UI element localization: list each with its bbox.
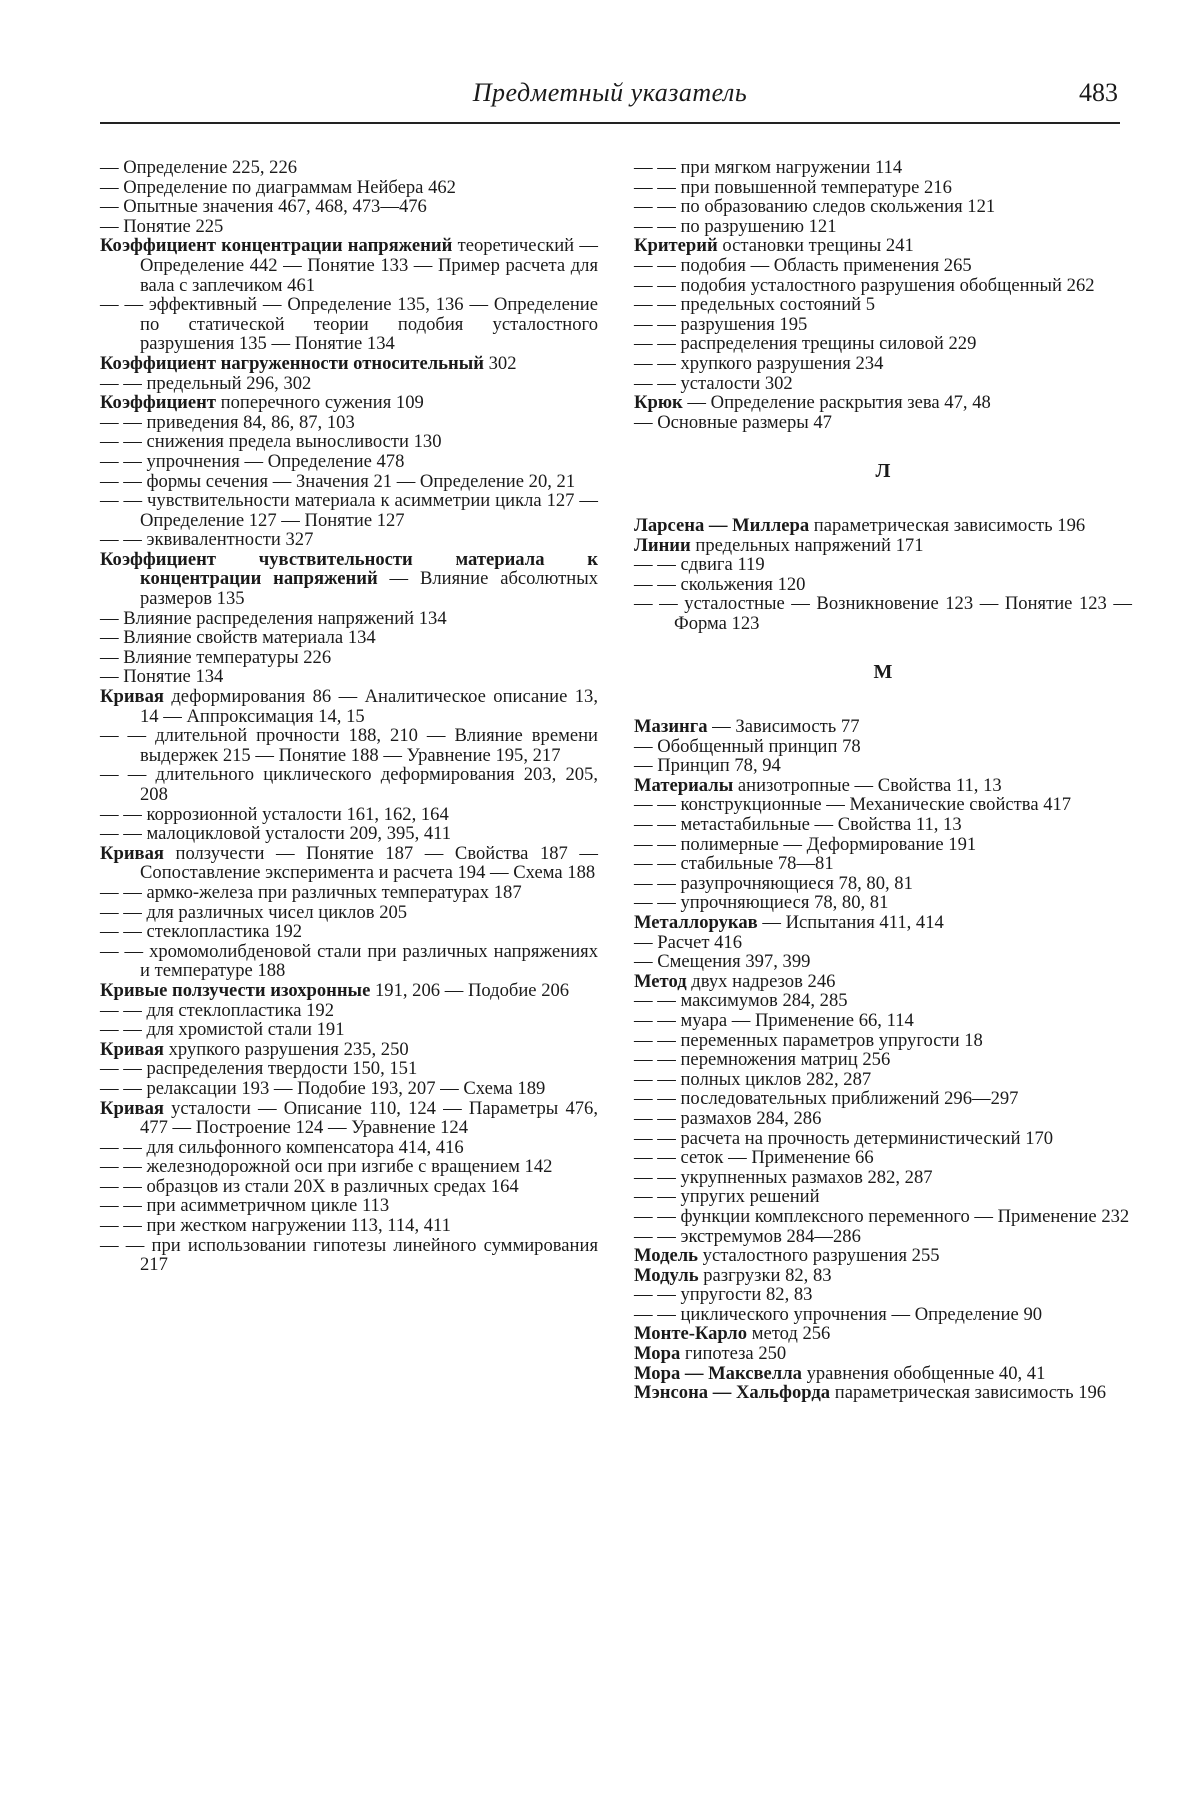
index-entry-text: — — скольжения 120: [634, 573, 806, 595]
index-entry-text: — Определение по диаграммам Нейбера 462: [100, 176, 456, 198]
index-entry-text: — — перемножения матриц 256: [634, 1049, 891, 1071]
index-entry-text: — — при повышенной температуре 216: [634, 176, 952, 198]
index-entry-term: Модель: [634, 1245, 698, 1267]
index-entry: [100, 942, 598, 981]
index-entry-text: — — разупрочняющиеся 78, 80, 81: [634, 872, 913, 894]
index-entry: [100, 667, 598, 687]
index-entry-term: Крюк: [634, 392, 683, 414]
index-entry: [100, 158, 598, 178]
index-entry-term: Мора — Максвелла: [634, 1362, 802, 1384]
index-entry-text: параметрическая зависимость 196: [830, 1382, 1107, 1404]
index-entry: [634, 776, 1132, 796]
index-entry-text: — Опытные значения 467, 468, 473—476: [100, 196, 427, 218]
index-entry-text: — — полных циклов 282, 287: [634, 1068, 872, 1090]
index-entry: [634, 1383, 1132, 1403]
index-entry: [634, 374, 1132, 394]
index-entry-term: Кривая: [100, 686, 164, 708]
index-entry-term: Критерий: [634, 235, 718, 257]
index-entry-text: — — предельных состояний 5: [634, 294, 876, 316]
index-entry: [634, 334, 1132, 354]
index-entry-text: — — расчета на прочность детерминистический 170: [634, 1127, 1054, 1149]
index-entry-text: — — для стеклопластика 192: [100, 999, 335, 1021]
index-entry-text: поперечного сужения 109: [215, 392, 424, 414]
index-entry-text: — — по образованию следов скольжения 121: [634, 196, 996, 218]
index-entry-text: — — переменных параметров упругости 18: [634, 1029, 983, 1051]
index-entry: [100, 1157, 598, 1177]
index-entry: [100, 393, 598, 413]
index-entry-term: Мэнсона — Хальфорда: [634, 1382, 831, 1404]
index-entry: [634, 1246, 1132, 1266]
index-entry: [100, 628, 598, 648]
index-entry-text: — — длительной прочности 188, 210 — Влияние времени выдержек 215 — Понятие 188 — Уравнение 195, 217: [100, 725, 598, 766]
index-entry-text: — Понятие 225: [100, 215, 224, 237]
index-entry-text: — — укрупненных размахов 282, 287: [634, 1166, 933, 1188]
index-entry-text: — Влияние температуры 226: [100, 646, 332, 668]
index-entry: [100, 374, 598, 394]
index-entry-text: деформирования 86 — Аналитическое описание 13, 14 — Аппроксимация 14, 15: [140, 686, 598, 727]
index-entry-text: — Расчет 416: [634, 931, 742, 953]
index-entry-text: — — снижения предела выносливости 130: [100, 431, 442, 453]
index-entry: [634, 1011, 1132, 1031]
index-entry: [634, 854, 1132, 874]
index-entry: [100, 236, 598, 295]
index-entry: [100, 197, 598, 217]
index-entry-term: Мазинга: [634, 716, 708, 738]
index-entry: [634, 315, 1132, 335]
index-entry-text: — — разрушения 195: [634, 313, 808, 335]
index-entry-text: — — железнодорожной оси при изгибе с вращением 142: [100, 1156, 553, 1178]
index-entry: [100, 1216, 598, 1236]
index-entry-text: — — релаксации 193 — Подобие 193, 207 — Схема 189: [100, 1077, 546, 1099]
index-entry: [634, 1129, 1132, 1149]
index-entry: [100, 1059, 598, 1079]
index-entry-term: Кривая: [100, 1097, 164, 1119]
index-entry-text: — — конструкционные — Механические свойства 417: [634, 794, 1072, 816]
index-entry: [634, 555, 1132, 575]
index-entry-text: — Зависимость 77: [707, 716, 860, 738]
index-entry: [100, 413, 598, 433]
index-entry-text: двух надрезов 246: [686, 970, 836, 992]
index-entry: [634, 815, 1132, 835]
index-entry: [100, 765, 598, 804]
index-entry-term: Мора: [634, 1343, 681, 1365]
index-entry-text: — — функции комплексного переменного — Применение 232: [634, 1205, 1130, 1227]
index-entry-text: — — стеклопластика 192: [100, 921, 303, 943]
running-title: Предметный указатель: [472, 78, 748, 107]
index-entry-text: — — образцов из стали 20Х в различных средах 164: [100, 1175, 519, 1197]
index-entry-text: — — упрочняющиеся 78, 80, 81: [634, 892, 889, 914]
index-entry: [100, 726, 598, 765]
index-entry-text: — — хрупкого разрушения 234: [634, 352, 884, 374]
index-entry-text: — — полимерные — Деформирование 191: [634, 833, 977, 855]
letter-heading-l: Л: [875, 460, 891, 483]
index-entry-text: — — предельный 296, 302: [100, 372, 312, 394]
index-entry-term: Монте-Карло: [634, 1323, 748, 1345]
index-entry: [634, 991, 1132, 1011]
index-entry: [634, 256, 1132, 276]
index-entry: [634, 295, 1132, 315]
index-entry: [634, 737, 1132, 757]
index-entry: [100, 648, 598, 668]
index-entry: [100, 178, 598, 198]
index-entry: [100, 452, 598, 472]
index-entry: [634, 197, 1132, 217]
index-entry-text: остановки трещины 241: [717, 235, 914, 257]
index-entry: [634, 1324, 1132, 1344]
index-entry: [100, 609, 598, 629]
index-entry-text: предельных напряжений 171: [690, 534, 924, 556]
index-entry: [100, 530, 598, 550]
index-entry: [100, 354, 598, 374]
index-entry-text: — — хромомолибденовой стали при различных напряжениях и температуре 188: [100, 940, 598, 982]
index-entry: [634, 972, 1132, 992]
index-entry-text: — — упругости 82, 83: [634, 1284, 813, 1306]
index-entry: [634, 913, 1132, 933]
index-entry-text: — Влияние свойств материала 134: [100, 627, 376, 649]
index-entry: [634, 236, 1132, 256]
index-entry: [634, 1050, 1132, 1070]
index-entry: [100, 1001, 598, 1021]
index-entry-term: Кривая: [100, 842, 164, 864]
index-entry: [100, 472, 598, 492]
index-entry-text: — Принцип 78, 94: [634, 755, 781, 777]
index-entry-term: Кривые ползучести изохронные: [100, 979, 371, 1001]
index-entry: [100, 491, 598, 530]
index-entry-text: — — при мягком нагружении 114: [634, 157, 903, 178]
index-entry-text: — Основные размеры 47: [634, 411, 832, 433]
index-entry: [100, 550, 598, 609]
index-entry-text: — — усталостные — Возникновение 123 — Понятие 123 — Форма 123: [634, 593, 1132, 634]
index-entry: [634, 178, 1132, 198]
index-entry-text: — — при асимметричном цикле 113: [100, 1195, 390, 1217]
index-entry-text: — — сеток — Применение 66: [634, 1147, 874, 1169]
index-entry-text: — — для различных чисел циклов 205: [100, 901, 408, 923]
index-entry-text: — — распределения трещины силовой 229: [634, 333, 977, 355]
letter-heading-m: М: [873, 661, 893, 684]
index-entry-text: — Влияние абсолютных размеров 135: [140, 568, 599, 610]
index-entry-text: параметрическая зависимость 196: [809, 514, 1086, 536]
index-entry: [100, 805, 598, 825]
index-entry-term: Металлорукав: [634, 912, 758, 933]
index-entry: [100, 432, 598, 452]
index-entry: [100, 1196, 598, 1216]
index-entry: [634, 835, 1132, 855]
index-entry: [634, 952, 1132, 972]
index-entry-text: — — упрочнения — Определение 478: [100, 450, 405, 472]
index-entry-text: — — муара — Применение 66, 114: [634, 1009, 914, 1031]
index-entry-text: — — циклического упрочнения — Определение 90: [634, 1303, 1043, 1325]
index-entry: [100, 844, 598, 883]
index-entry: [100, 1099, 598, 1138]
index-entry-text: усталостного разрушения 255: [698, 1245, 940, 1267]
page-header: [100, 70, 1120, 124]
index-entry-text: — — стабильные 78—81: [634, 853, 834, 875]
index-entry-term: Коэффициент чувствительности материала к концентрации напряжений: [100, 548, 598, 590]
index-entry-text: — — формы сечения — Значения 21 — Определение 20, 21: [100, 470, 576, 492]
index-entry-text: — — чувствительности материала к асимметрии цикла 127 — Определение 127 — Понятие 127: [100, 490, 598, 531]
index-entry: [634, 1266, 1132, 1286]
index-entry: [634, 217, 1132, 237]
index-entry-text: — — сдвига 119: [634, 554, 765, 576]
index-entry: [100, 1079, 598, 1099]
index-entry: [634, 1109, 1132, 1129]
index-entry: [634, 1364, 1132, 1384]
index-entry-text: усталости — Описание 110, 124 — Параметры 476, 477 — Построение 124 — Уравнение 124: [140, 1097, 598, 1139]
index-entry-text: теоретический — Определение 442 — Понятие 133 — Пример расчета для вала с заплечиком 461: [140, 235, 598, 296]
index-entry-text: — — размахов 284, 286: [634, 1107, 822, 1129]
index-entry-text: 191, 206 — Подобие 206: [370, 979, 570, 1001]
index-entry-text: — — максимумов 284, 285: [634, 990, 848, 1012]
index-entry: [100, 1177, 598, 1197]
index-entry: [634, 1168, 1132, 1188]
index-entry: [634, 1305, 1132, 1325]
index-entry: [634, 516, 1132, 536]
index-entry-text: — — для сильфонного компенсатора 414, 416: [100, 1136, 464, 1158]
index-entry: [634, 594, 1132, 633]
index-entry-text: — Влияние распределения напряжений 134: [100, 607, 447, 629]
index-entry-text: — — коррозионной усталости 161, 162, 164: [100, 803, 449, 825]
index-entry-text: — Понятие 134: [100, 666, 224, 688]
index-entry: [634, 1031, 1132, 1051]
index-entry: [634, 354, 1132, 374]
index-entry-term: Материалы: [634, 774, 734, 796]
index-entry: [100, 687, 598, 726]
index-entry: [634, 1187, 1132, 1207]
index-entry-text: — Смещения 397, 399: [634, 951, 811, 973]
index-entry: [100, 217, 598, 237]
index-entry-text: — — эффективный — Определение 135, 136 — Определение по статической теории подобия усталостного разрушения 135 — Понятие 134: [100, 294, 598, 355]
index-entry: [100, 883, 598, 903]
index-entry: [634, 393, 1132, 413]
index-entry: [634, 1344, 1132, 1364]
index-entry-term: Коэффициент: [100, 392, 216, 414]
index-entry-text: — — длительного циклического деформирования 203, 205, 208: [100, 764, 598, 805]
index-entry: [634, 1148, 1132, 1168]
index-entry-term: Линии: [634, 534, 691, 556]
index-column-right: [634, 158, 1132, 1403]
index-entry: [100, 1020, 598, 1040]
index-section-m: [634, 717, 1132, 1403]
index-entry-text: метод 256: [747, 1323, 831, 1345]
index-entry-text: хрупкого разрушения 235, 250: [163, 1038, 409, 1060]
index-entry: [634, 717, 1132, 737]
index-entry-text: — — по разрушению 121: [634, 215, 837, 237]
index-entry: [634, 536, 1132, 556]
index-section-l: [634, 516, 1132, 634]
index-section-k-continued: [634, 158, 1132, 432]
index-entry: [634, 158, 1132, 178]
index-entry: [634, 1285, 1132, 1305]
index-entry-term: Метод: [634, 970, 687, 992]
index-entry: [100, 981, 598, 1001]
index-entry-text: разгрузки 82, 83: [698, 1264, 832, 1286]
index-entry: [634, 1070, 1132, 1090]
index-entry: [100, 922, 598, 942]
index-entry: [100, 1138, 598, 1158]
index-entry-term: Кривая: [100, 1038, 164, 1060]
index-entry-term: Ларсена — Миллера: [634, 514, 810, 536]
index-entry-text: гипотеза 250: [680, 1343, 787, 1365]
index-entry-text: — Испытания 411, 414: [757, 912, 944, 933]
index-entry-text: анизотропные — Свойства 11, 13: [733, 774, 1002, 796]
index-entry: [634, 1089, 1132, 1109]
index-entry: [634, 893, 1132, 913]
index-entry-text: — — последовательных приближений 296—297: [634, 1088, 1019, 1110]
index-column-left: [100, 158, 598, 1275]
index-entry: [100, 903, 598, 923]
page-number: 483: [1079, 78, 1118, 107]
index-entry: [634, 874, 1132, 894]
index-entry: [100, 1040, 598, 1060]
index-entry: [634, 795, 1132, 815]
index-entry-text: — — метастабильные — Свойства 11, 13: [634, 814, 962, 836]
index-entry-text: — — приведения 84, 86, 87, 103: [100, 411, 355, 433]
index-entry-text: — — экстремумов 284—286: [634, 1225, 861, 1247]
index-entry-text: — Определение раскрытия зева 47, 48: [682, 392, 991, 414]
index-entry-text: уравнения обобщенные 40, 41: [801, 1362, 1046, 1384]
index-entry-text: — — армко-железа при различных температурах 187: [100, 881, 522, 903]
index-entry: [100, 1236, 598, 1275]
index-entry-text: — — эквивалентности 327: [100, 529, 314, 551]
index-entry-text: — Определение 225, 226: [100, 157, 298, 178]
index-entry-term: Коэффициент концентрации напряжений: [100, 235, 453, 257]
index-entry: [634, 933, 1132, 953]
index-entry-text: — — упругих решений: [634, 1186, 820, 1208]
index-entry-text: — — подобия — Область применения 265: [634, 254, 972, 276]
index-entry-term: Коэффициент нагруженности относительный: [100, 352, 484, 374]
index-entry-text: — — для хромистой стали 191: [100, 1019, 345, 1041]
index-entry-text: — — малоцикловой усталости 209, 395, 411: [100, 823, 452, 845]
index-entry: [634, 756, 1132, 776]
index-entry-text: — Обобщенный принцип 78: [634, 735, 861, 757]
index-entry-text: — — подобия усталостного разрушения обобщенный 262: [634, 274, 1095, 296]
index-entry: [100, 824, 598, 844]
index-entry-text: — — при жестком нагружении 113, 114, 411: [100, 1215, 451, 1237]
index-entry-text: — — при использовании гипотезы линейного суммирования 217: [100, 1234, 598, 1276]
index-entry: [634, 1227, 1132, 1247]
index-entry-term: Модуль: [634, 1264, 699, 1286]
index-entry-text: ползучести — Понятие 187 — Свойства 187 — Сопоставление эксперимента и расчета 194 — Схема 188: [140, 842, 598, 884]
index-entry: [634, 413, 1132, 433]
index-entry-text: — — усталости 302: [634, 372, 793, 394]
index-entry-text: 302: [483, 352, 517, 374]
index-entry: [634, 1207, 1132, 1227]
index-entry: [100, 295, 598, 354]
index-entry-text: — — распределения твердости 150, 151: [100, 1058, 418, 1080]
index-entry: [634, 276, 1132, 296]
index-entry: [634, 575, 1132, 595]
